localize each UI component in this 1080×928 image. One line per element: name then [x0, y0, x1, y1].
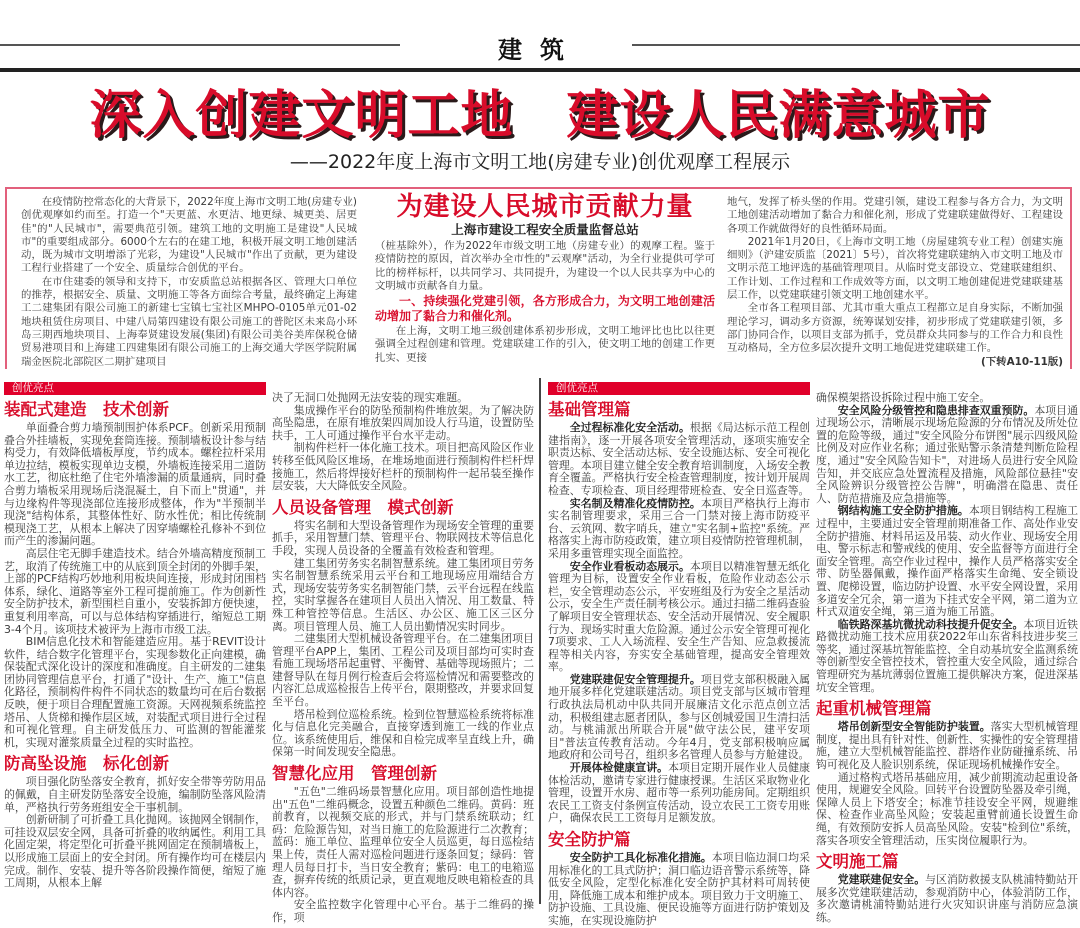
- intro-paragraph: 2021年1月20日，《上海市文明工地（房屋建筑专业工程）创建实施细则》（沪建安质监〔2021〕5号），首次将党建联建纳入市文明工地及市文明示范工地评选的基础管理项目。从临时党支部设立、党建联建组织、工作计划、工作过程和工作成效等方面，以文明工地创建促进党建联建基层工作，以党建联建引领文明工地创建水平。: [727, 235, 1063, 302]
- article-paragraph: [548, 422, 810, 498]
- paragraph-text: 创新研制了可折叠工具化抛网。该抛网全钢制作，可挂设双层安全网，具备可折叠的收纳属性。利用工具化固定架，将定型化可折叠平挑网固定在预制墙板上，以形成施工层面上的安全封闭。所有操作均可在楼层内完成。制作、安装、提升等各阶段操作简便，缩短了施工周期，从根本上解: [4, 813, 266, 890]
- paragraph-text: 本项目钢结构工程施工过程中，主要通过安全管理前期准备工作、高处作业安全防护措施、材料吊运及吊装、动火作业、现场安全用电、警示标志和警戒线的使用、安全监督等方面进行全面安全管理。高空作业过程中，操作人员严格落实安全带、防坠器佩戴，操作面严格落实生命绳、安全锁设置、爬梯设置，临边防护设置、水平安全网设置，采用多道安全冗余，第一道为下挂式安全平网，第二道为立杆式双道安全绳，第三道为施工吊篮。: [816, 504, 1078, 619]
- article-paragraph: [548, 852, 810, 928]
- article-paragraph: [4, 814, 266, 890]
- section-heading: 文明施工篇: [816, 852, 899, 872]
- paragraph-lead: 安全作业看板动态展示。: [569, 559, 690, 573]
- paragraph-lead: 安全风险分级管控和隐患排查双重预防。: [837, 403, 1035, 417]
- article-paragraph: [272, 633, 534, 709]
- paragraph-text: 本项目严格执行上海市实名制管理要求，采用三合一门禁对接上海市防疫平台、云筑网、数字哨兵，建立"实名制+监控"系统。严格落实上海市防疫政策，建立项目疫情防控管理机制，采用多重管理实现全面监控。: [548, 496, 810, 560]
- intro-paragraph: 在上海，文明工地三级创建体系初步形成，文明工地评比也比以往更强调全过程创建和管理。党建联建工作的引入，使文明工地的创建工作更扎实、更接: [375, 325, 715, 364]
- paragraph-text: "五色"二维码场景智慧化应用。项目部创造性地提出"五色"二维码概念，设置五种颜色二维码。黄码：班前教育，以视频交底的形式，并与门禁系统联动；红码：危险源告知，对当日施工的危险源进行二次教育；蓝码：施工单位、监理单位安全人员巡更，每日巡检结果上传，责任人需对巡检问题进行逐条回复；绿码：管理人员每日打卡，当日安全教育；紫码：电工的电箱巡查，摒弃传统的纸质记录，更直观地反映电箱检查的具体内容。: [272, 785, 534, 899]
- paragraph-lead: 钢结构施工安全防护措施。: [837, 504, 969, 518]
- section-name: 建筑: [498, 36, 582, 64]
- paragraph-text: 项目党支部积极融入属地开展多样化党建联建活动。项目党支部与区城市管理行政执法局机动中队共同开展廉洁文化示范点创立活动，积极组建志愿者团队，参与区创城爱国卫生清扫活动。与桃浦派出所联合开展"做守法公民，建平安项目"普法宣传教育活动。今年4月，党支部积极响应属地政府和公司号召，组织多名管理人员参与方舱建设。: [548, 672, 810, 762]
- paragraph-text: 安全监控数字化管理中心平台。基于二维码的操作，项: [272, 898, 534, 924]
- section-heading: 基础管理篇: [548, 400, 631, 419]
- paragraph-lead: 实名制及精准化疫情防控。: [569, 496, 701, 510]
- paragraph-lead: 安全防护工具化标准化措施。: [569, 851, 712, 864]
- paragraph-lead: 党建联建促安全。: [837, 873, 926, 887]
- continued-on-link[interactable]: (下转A10-11版): [981, 355, 1063, 368]
- paragraph-text: 根据《局达标示范工程创建指南》，逐一开展各项安全管理活动，逐项实施安全职责达标、安全活动达标、安全设施达标、安全可视化管理。本项目建立健全安全教育培训制度，入场安全教育全覆盖。严格执行安全检查管理制度，按计划开展周检查、专项检查、项目经理带班检查、安全日巡查等。: [548, 421, 810, 497]
- paragraph-text: 本项目通过现场公示，清晰展示现场危险源的分布情况及所处位置的危险等级，通过"安全风险分布饼图"展示四级风险比例及对应作业名称；通过张贴警示条清楚判断危险程度，通过"安全风险告知卡"，对进场人员进行安全风险告知，并交底应急处置流程及措施，风险部位悬挂"安全风险辨识分级管控公告牌"，明确潜在隐患、责任人、防范措施及应急措施等。: [816, 403, 1078, 505]
- feature-byline: 上海市建设工程安全质量监督总站: [451, 222, 639, 237]
- article-paragraph: [4, 776, 266, 814]
- section-heading: 起重机械管理篇: [816, 699, 932, 719]
- intro-box: [5, 187, 1072, 369]
- feature-subheading: 一、持续强化党建引领，各方形成合力，为文明工地创建活动增加了黏合力和催化剂。: [375, 294, 715, 324]
- paragraph-text: 决了无洞口处抛网无法安装的现实难题。: [272, 391, 469, 404]
- article-paragraph: [4, 636, 266, 749]
- intro-paragraph: 在疫情防控常态化的大背景下，2022年度上海市文明工地(房建专业)创优观摩如约而至。打造一个"天更蓝、水更洁、地更绿、城更美、居更佳"的"人民城市"，需要典范引领。建筑工地的文明施工是建设"人民城市"的重要组成部分。6000个左右的在建工地，积极开展文明工地创建活动，既为城市文明增添了光彩，为建设"人民城市"作出了贡献，更为建设工程行业搭建了一个安全、质量综合创优的平台。: [21, 196, 357, 275]
- paragraph-text: 塔吊检到位巡检系统。检到位智慧巡检系统将标准化与信息化完美融合，直接穿透到施工一线的作业点位。该系统使用后，维保和自检完成率呈直线上升，确保第一时间发现安全隐患。: [272, 707, 534, 759]
- section-label-bar: 创优亮点: [4, 382, 266, 395]
- paragraph-text: 确保模架搭设拆除过程中施工安全。: [816, 391, 991, 404]
- intro-paragraph: 在市住建委的领导和支持下，市安质监总站根据各区、管理大口单位的推荐，根据安全、质量、文明施工等各方面综合考量，最终确定上海建工二建集团有限公司施工的新建七宝镇七宝社区MHPO-0105单元01-02地块租赁住房项目、中建八局第四建设有限公司施工的普陀区未来岛小环岛三期西地块项目、上海奉贤建设发展(集团)有限公司美谷美库保税仓储贸易港项目和上海建工四建集团有限公司施工的上海交通大学医学院附属瑞金医院北部院区二期扩建项目: [21, 275, 357, 368]
- section-label-bar: 创优亮点: [548, 382, 810, 395]
- paragraph-text: 落实大型机械管理制度，提出具有针对性、创新性、实操性的安全管理措施，建立大型机械智能监控、群塔作业防碰撞系统、吊钩可视化及人脸识别系统，保证现场机械操作安全。: [816, 720, 1078, 772]
- article-column-4: [816, 392, 1078, 925]
- article-paragraph: [548, 762, 810, 825]
- intro-paragraph: （桩基除外），作为2022年市级文明工地（房建专业）的观摩工程。鉴于疫情防控的原因，首次举办全市性的"云观摩"活动，为全行业提供可学可比的榜样标杆，以共同学习、共同提升，为建设一个以人民共享为中心的文明城市贡献各自力量。: [375, 240, 715, 292]
- paragraph-text: 本项目以精准智慧无纸化管理为目标，设置安全作业看板，危险作业动态公示栏，安全管理动态公示，平安班组及行为安全之星活动公示，安全生产责任制考核公示。通过扫描二维码查验了解项目安全管理状态、安全活动开展情况、安全履职行为、现场实时重大危险源。通过公示安全管理可视化7项要求、工人入场流程、安全生产告知、应急救援流程等相关内容，夯实安全基础管理，提高安全管理效率。: [548, 559, 810, 674]
- paragraph-text: 本项目近铁路微扰动施工技术应用获2022年山东省科技进步奖三等奖，通过深基坑智能监控、全自动基坑安全监测系统等创新型安全管控技术，管控重大安全风险，通过综合管理研究为基坑薄弱位置施工提供解决方案，促进深基坑安全管理。: [816, 617, 1078, 694]
- article-paragraph: [4, 422, 266, 548]
- paragraph-lead: 临铁路深基坑微扰动科技提升促安全。: [837, 617, 1024, 631]
- intro-center-column: [375, 193, 715, 365]
- article-paragraph: [816, 405, 1078, 506]
- article-paragraph: [272, 899, 534, 924]
- article-paragraph: [816, 619, 1078, 695]
- paragraph-text: 二建集团大型机械设备管理平台。在二建集团项目管理平台APP上，集团、工程公司及项目部均可实时查看施工现场塔吊起重臂、平衡臂、基础等现场照片；二建督导队在每月例行检查后会将巡检情况和需要整改的内容汇总成巡检报告上传平台，限期整改，并要求回复至平台。: [272, 632, 534, 709]
- intro-right-column: [727, 196, 1063, 369]
- header-rule-thick: [0, 68, 1080, 72]
- paragraph-text: 本项目定期开展作业人员健康体检活动，邀请专家进行健康授课。生活区采取物业化管理，设置开水房、超市等一系列功能房间。定期组织农民工工资支付条例宣传活动，设立农民工工资专用账户，确保农民工工资每月足额发放。: [548, 761, 810, 825]
- article-paragraph: [272, 405, 534, 443]
- paragraph-text: BIM信息化技术和智能建造应用。基于REVIT设计软件，结合数字化管理平台，实现参数化正向建模，确保装配式深化设计的深度和准确度。自主研发的二建集团协同管理信息平台，打通了"设计、生产、施工"信息化路径，预制构件构件不同状态的数量均可在后台数据反映，便于项目合理配置施工资源。天网视频系统监控塔吊、人货梯和操作层区域，对装配式项目进行全过程和可视化管理。自主研发低压力、可监测的智能灌浆机，实现对灌浆质量全过程的实时监控。: [4, 635, 266, 749]
- paragraph-text: 单面叠合剪力墙预制围护体系PCF。创新采用预制叠合外挂墙板，实现免套筒连接。预制墙板设计参与结构受力，有效降低墙板厚度，节约成本。螺栓拉杆采用单边拉结，模板实现单边支模，外墙板连接采用二道防水工艺，彻底杜绝了住宅外墙渗漏的质量通病，同时叠合剪力墙板采用现场后浇混凝土，自下而上"贯通"，并与边缘构件等现浇部位连接形成整体，作为"半预制半现浇"结构体系，其整体性好、防水性优；相比传统制模现浇工艺，从根本上解决了因穿墙螺栓孔修补不到位而产生的渗漏问题。: [4, 421, 266, 548]
- sub-title: ——2022年度上海市文明工地(房建专业)创优观摩工程展示: [289, 151, 791, 173]
- paragraph-text: 全市各工程项目部、尤其市重大重点工程都立足自身实际，不断加强理论学习，调动多方资源，统筹谋划安排，初步形成了党建联建引领，多部门协同合作，以项目支部为抓手，党员群众共同参与的工作合力和良性互动格局，全方位多层次提升文明工地促进党建联建工作。: [727, 302, 1063, 355]
- paragraph-lead: 全过程标准化安全活动。: [569, 421, 690, 434]
- paragraph-text: 制构件栏杆一体化施工技术。项目把高风险区作业转移至低风险区堆场，在堆场地面进行预制构件栏杆焊接施工，然后将焊接好栏杆的预制构件一起吊装至操作层安装，大大降低安全风险。: [272, 441, 534, 493]
- paragraph-text: 集成操作平台的防坠预制构件堆放架。为了解决防高坠隐患，在原有堆放架四周加设人行马道，设置防坠扶手，工人可通过操作平台水平走动。: [272, 403, 534, 442]
- intro-paragraph: 地气，发挥了桥头堡的作用。党建引领，建设工程参与各方合力，为文明工地创建活动增加了黏合力和催化剂，形成了党建联建做得好、工程建设各项工作就做得好的良性循环局面。: [727, 196, 1063, 235]
- paragraph-lead: 开展体检健康宣讲。: [569, 761, 669, 775]
- paragraph-text: 建工集团劳务实名制智慧系统。建工集团项目劳务实名制智慧系统采用云平台和工地现场应用端结合方式，现场安装劳务实名制智能门禁，云平台远程在线监控，实时掌握各在建项目人员出入情况、用工数量、特殊工种管控等信息。生活区、办公区、施工区三区分离。项目管理人员、施工人员出勤情况实时同步。: [272, 556, 534, 633]
- paragraph-text: 高层住宅无脚手建造技术。结合外墙高精度预制工艺，取消了传统施工中的从底到顶全封闭的外脚手架，上部的PCF结构巧妙地利用板块间连接，形成封闭围档体系，绿化、道路等室外工程可提前施工。作为创新性安全防护技术，新型围栏自重小，安装拆卸方便快速，重复利用率高，可以与总体结构穿插进行，缩短总工期3-4个月。该项技术被评为上海市市级工法。: [4, 546, 266, 636]
- section-heading: 安全防护篇: [548, 830, 631, 849]
- article-paragraph: [272, 786, 534, 899]
- article-paragraph: [548, 674, 810, 762]
- article-paragraph: [4, 548, 266, 636]
- article-paragraph: [272, 558, 534, 634]
- paragraph-lead: 党建联建促安全管理提升。: [569, 672, 701, 686]
- intro-paragraph: [727, 302, 1063, 368]
- paragraph-lead: 塔吊创新型安全智能防护装置。: [837, 720, 991, 734]
- article-column-3: [548, 380, 810, 928]
- article-paragraph: [816, 721, 1078, 771]
- article-paragraph: [816, 874, 1078, 924]
- article-column-1: [4, 380, 266, 890]
- section-heading: 装配式建造 技术创新: [4, 400, 169, 419]
- column-divider: [539, 378, 541, 904]
- paragraph-text: 项目强化防坠落安全教育，抓好安全带等劳防用品的佩戴，自主研发防坠落安全设施，编制防坠落风险清单，严格执行劳务班组安全干事机制。: [4, 775, 266, 814]
- article-paragraph: [272, 442, 534, 492]
- article-paragraph: [272, 709, 534, 759]
- article-paragraph: [548, 561, 810, 674]
- feature-title: 为建设人民城市贡献力量: [396, 192, 694, 222]
- paragraph-text: 将实名制和大型设备管理作为现场安全管理的重要抓手，采用智慧门禁、管理平台、物联网技术等信息化手段，实现人员设备的全覆盖有效检查和管理。: [272, 518, 534, 557]
- article-column-2: [272, 392, 534, 925]
- intro-left-column: [21, 196, 357, 369]
- article-paragraph: [816, 772, 1078, 848]
- paragraph-text: 通过格构式塔吊基础应用，减少前期流动起重设备使用，规避安全风险。回转平台设置防坠器及牵引绳，保障人员上下塔安全；标准节挂设安全平网，规避维保、检查作业高坠风险；安装起重臂前通长设置生命绳，有效预防安拆人员高坠风险。安装"检到位"系统，落实各项安全管理活动，压实岗位履职行为。: [816, 770, 1078, 847]
- article-paragraph: [272, 520, 534, 558]
- section-heading: 防高坠设施 标化创新: [4, 754, 169, 774]
- section-heading: 人员设备管理 模式创新: [272, 497, 454, 517]
- section-heading: 智慧化应用 管理创新: [272, 764, 437, 784]
- paragraph-text: 本项目临边洞口均采用标准化的工具式防护；洞口临边语音警示系统等，降低安全风险，定型化标准化安全防护其材料可周转使用，降低施工成本和维护成本。项目致力于文明施工、防护设施、工具设施、便民设施等方面进行防护策划及实施，在实现设施防护: [548, 851, 810, 927]
- main-title: 深入创建文明工地 建设人民满意城市: [89, 86, 991, 146]
- paragraph-text: 与区消防救援支队桃浦特勤站开展多次党建联建活动，参观消防中心，体验消防工作，多次邀请桃浦特勤站进行火灾知识讲座与消防应急演练。: [816, 873, 1078, 924]
- article-paragraph: [816, 505, 1078, 618]
- article-paragraph: [548, 498, 810, 561]
